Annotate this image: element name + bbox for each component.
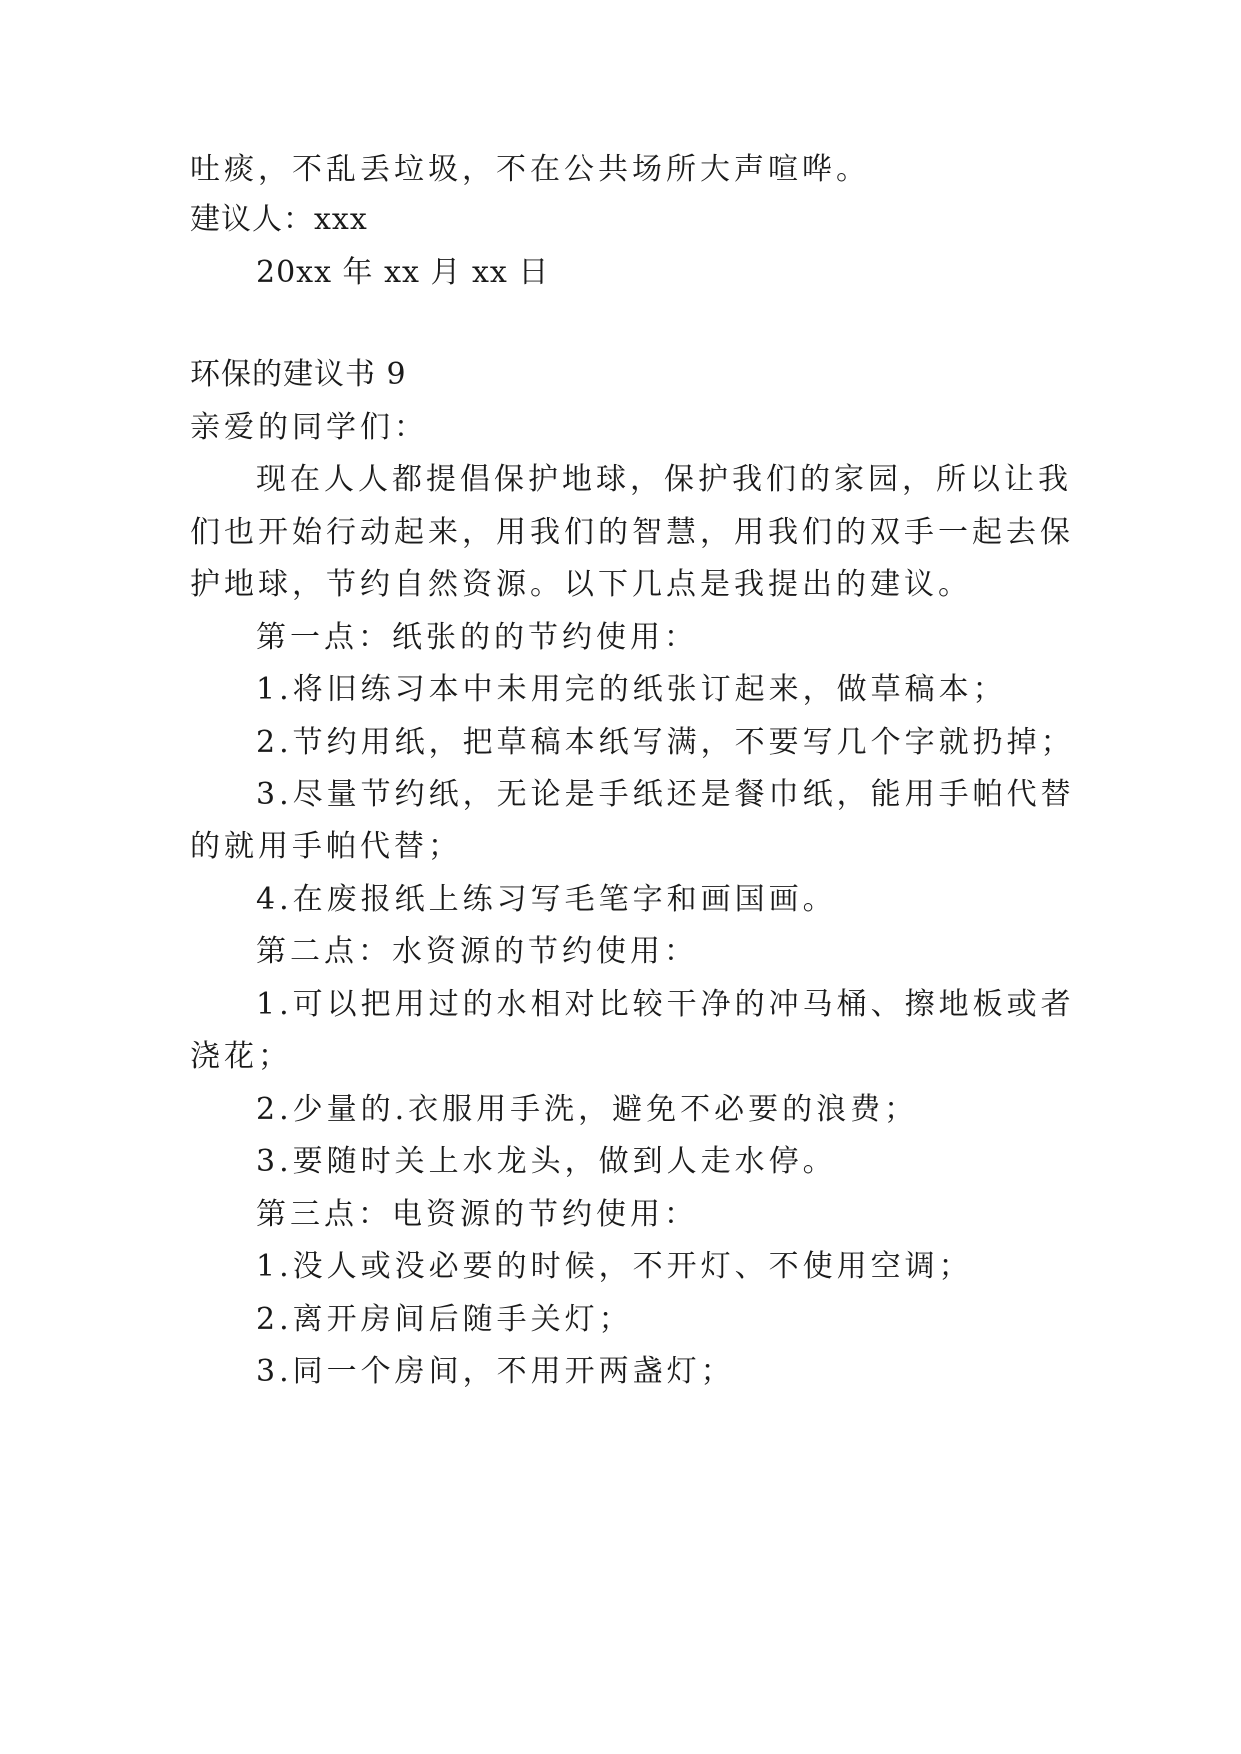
- section2-heading: 第二点：水资源的节约使用：: [256, 934, 698, 969]
- letter-title: 环保的建议书 9: [190, 357, 407, 392]
- section1-heading: 第一点：纸张的的节约使用：: [256, 620, 698, 655]
- section1-item-2: 2.节约用纸，把草稿本纸写满，不要写几个字就扔掉；: [256, 725, 1075, 760]
- section2-item-1-cont: 浇花；: [190, 1039, 292, 1074]
- section3-heading: 第三点：电资源的节约使用：: [256, 1197, 698, 1232]
- section1-item-4: 4.在废报纸上练习写毛笔字和画国画。: [256, 882, 837, 917]
- section1-item-3: 3.尽量节约纸，无论是手纸还是餐巾纸，能用手帕代替: [256, 777, 1075, 812]
- section3-item-2: 2.离开房间后随手关灯；: [256, 1302, 633, 1337]
- section3-item-3: 3.同一个房间，不用开两盏灯；: [256, 1354, 735, 1389]
- intro-line-3: 护地球，节约自然资源。以下几点是我提出的建议。: [190, 567, 972, 602]
- salutation: 亲爱的同学们：: [190, 410, 428, 445]
- signer-line: 建议人：xxx: [190, 202, 368, 237]
- section2-item-1: 1.可以把用过的水相对比较干净的冲马桶、擦地板或者: [256, 987, 1075, 1022]
- intro-line-2: 们也开始行动起来，用我们的智慧，用我们的双手一起去保: [190, 515, 1074, 550]
- section1-item-3-cont: 的就用手帕代替；: [190, 829, 462, 864]
- section1-item-1: 1.将旧练习本中未用完的纸张订起来，做草稿本；: [256, 672, 1007, 707]
- section2-item-2: 2.少量的.衣服用手洗，避免不必要的浪费；: [256, 1092, 919, 1127]
- intro-line-1: 现在人人都提倡保护地球，保护我们的家园，所以让我: [256, 462, 1072, 497]
- section2-item-3: 3.要随时关上水龙头，做到人走水停。: [256, 1144, 837, 1179]
- date-line: 20xx 年 xx 月 xx 日: [256, 255, 550, 290]
- closing-text: 吐痰，不乱丢垃圾，不在公共场所大声喧哗。: [190, 152, 870, 187]
- section3-item-1: 1.没人或没必要的时候，不开灯、不使用空调；: [256, 1249, 973, 1284]
